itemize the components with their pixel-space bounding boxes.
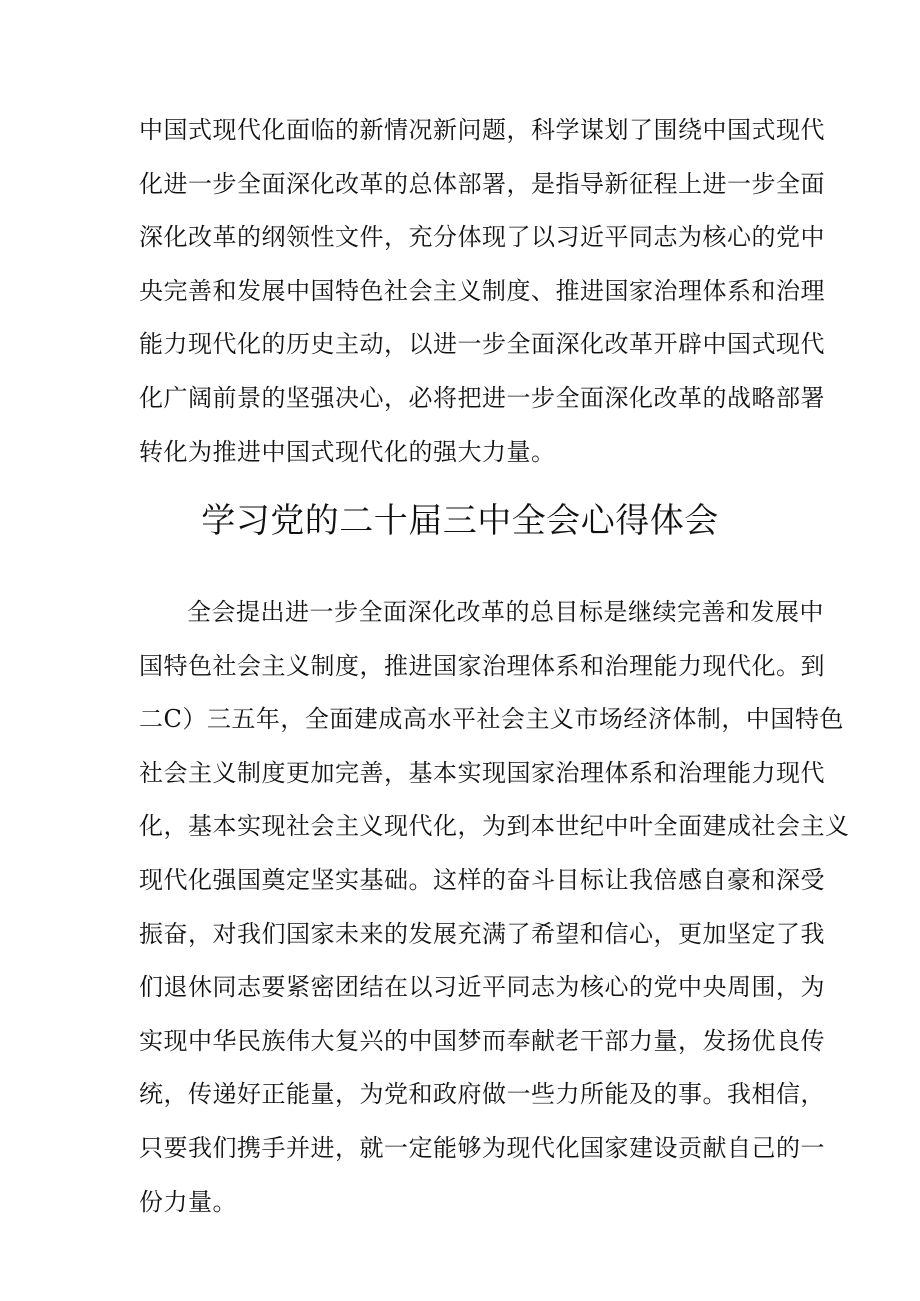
paragraph-continued xyxy=(139,104,825,479)
text-line: 振奋，对我们国家未来的发展充满了希望和信心，更加坚定了我 xyxy=(139,919,825,948)
text-line: 全会提出进一步全面深化改革的总目标是继续完善和发展中 xyxy=(187,598,824,626)
text-line: 二C）三五年，全面建成高水平社会主义市场经济体制，中国特色 xyxy=(139,705,844,734)
text-line: 化广阔前景的坚强决心，必将把进一步全面深化改革的战略部署 xyxy=(139,383,825,412)
text-line: 份力量。 xyxy=(139,1187,237,1216)
text-line: 统，传递好正能量，为党和政府做一些力所能及的事。我相信， xyxy=(139,1080,825,1109)
text-line: 中国式现代化面临的新情况新问题，科学谋划了围绕中国式现代 xyxy=(139,116,825,144)
text-line: 社会主义制度更加完善，基本实现国家治理体系和治理能力现代 xyxy=(139,758,825,787)
text-line: 央完善和发展中国特色社会主义制度、推进国家治理体系和治理 xyxy=(139,276,825,305)
text-line: 深化改革的纲领性文件，充分体现了以习近平同志为核心的党中 xyxy=(139,223,825,252)
text-line: 化进一步全面深化改革的总体部署，是指导新征程上进一步全面 xyxy=(139,169,825,198)
text-line: 能力现代化的历史主动，以进一步全面深化改革开辟中国式现代 xyxy=(139,330,825,359)
text-line: 转化为推进中国式现代化的强大力量。 xyxy=(139,437,556,466)
text-line: 实现中华民族伟大复兴的中国梦而奉献老干部力量，发扬优良传 xyxy=(139,1026,825,1055)
document-title: 学习党的二十届三中全会心得体会 xyxy=(201,501,719,541)
text-line: 现代化强国奠定坚实基础。这样的奋斗目标让我倍感自豪和深受 xyxy=(139,865,825,894)
text-line: 化，基本实现社会主义现代化，为到本世纪中叶全面建成社会主义 xyxy=(139,812,850,841)
text-line: 们退休同志要紧密团结在以习近平同志为核心的党中央周围，为 xyxy=(139,973,825,1002)
text-line: 国特色社会主义制度，推进国家治理体系和治理能力现代化。到 xyxy=(139,651,825,680)
text-line: 只要我们携手并进，就一定能够为现代化国家建设贡献自己的一 xyxy=(139,1133,825,1162)
paragraph-body xyxy=(139,586,850,1229)
